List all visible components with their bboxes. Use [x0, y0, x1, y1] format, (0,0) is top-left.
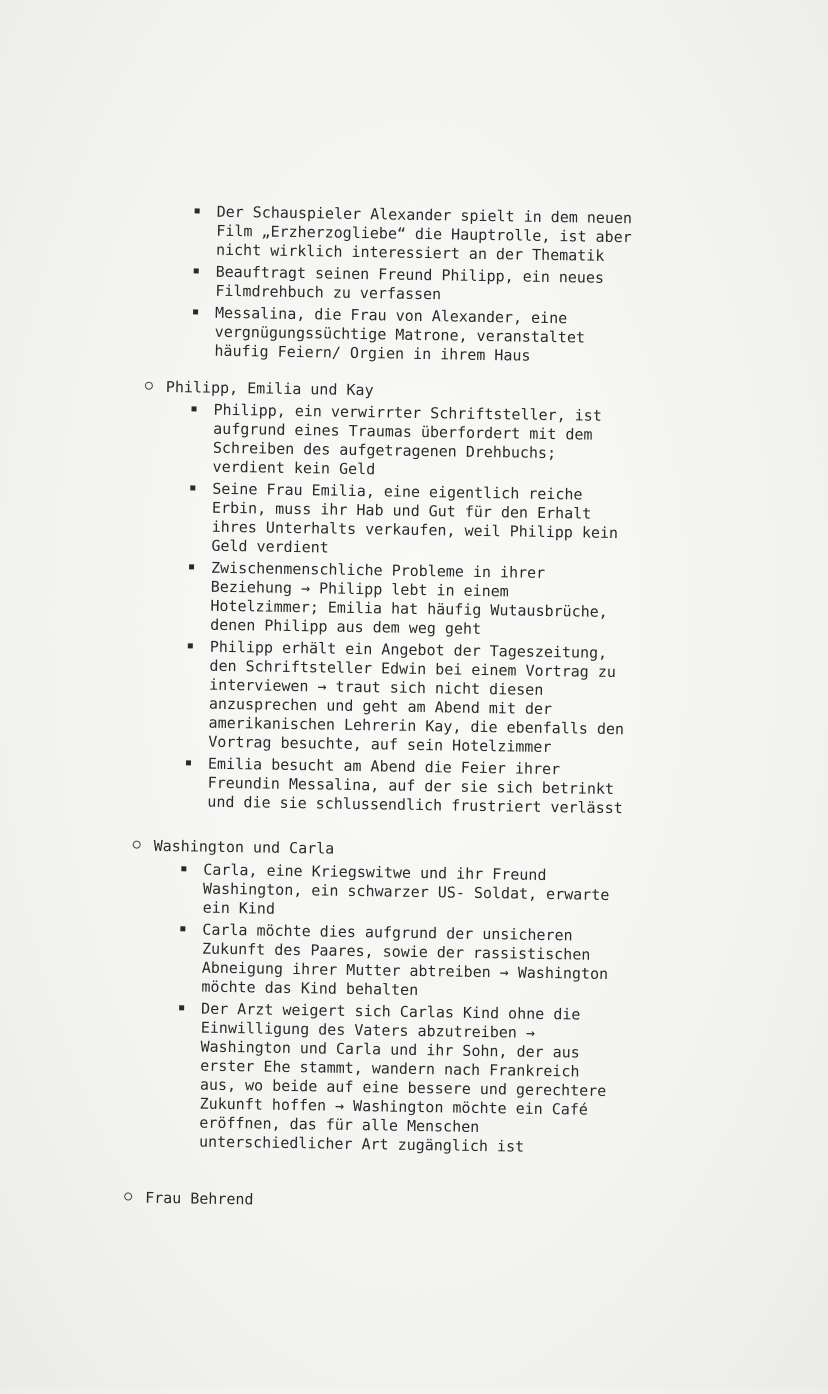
list-item	[192, 202, 632, 266]
square-bullet-icon	[192, 406, 197, 411]
square-bullet-icon	[193, 309, 198, 314]
circle-bullet-icon	[145, 382, 153, 390]
list-item-text: Messalina, die Frau von Alexander, eine vergnügungssüchtige Matrone, veranstaltet häufig Feiern/ Orgien in ihrem Haus	[214, 303, 586, 365]
list-item-text: Philipp erhält ein Angebot der Tageszeitung, den Schriftsteller Edwin bei einem Vortrag zu interviewen → traut sich nicht diesen anzusprechen und geht am Abend mit der amerikanischen Lehrerin Kay, die ebenfalls den Vortrag besuchte, auf sein Hotelzimmer	[208, 637, 625, 757]
list-item	[177, 920, 609, 1003]
square-bullet-icon	[188, 643, 193, 648]
list-item-text: Beauftragt seinen Freund Philipp, ein neues Filmdrehbuch zu verfassen	[215, 262, 605, 304]
circle-bullet-icon	[124, 1192, 132, 1200]
list-item-text: Carla möchte dies aufgrund der unsicheren Zukunft des Paares, sowie der rassistischen Abneigung ihrer Mutter abtreiben → Washington möchte das Kind behalten	[201, 920, 609, 1000]
section-heading-washington	[133, 837, 335, 859]
section-heading-behrend	[124, 1188, 254, 1209]
square-bullet-icon	[186, 760, 191, 765]
list-item	[175, 999, 608, 1158]
list-item-text: Seine Frau Emilia, eine eigentlich reiche Erbin, muss ihr Hab und Gut für den Erhalt ihres Unterhalts verkaufen, weil Philipp kein Geld verdient	[211, 479, 619, 557]
square-bullet-icon	[194, 268, 199, 273]
list-item-text: Zwischenmenschliche Probleme in ihrer Beziehung → Philipp lebt in einem Hotelzimmer; Emilia hat häufig Wutausbrüche, denen Philipp aus dem weg geht	[210, 558, 608, 638]
list-item	[186, 558, 627, 641]
list-item-text: Philipp, ein verwirrter Schriftsteller, ist aufgrund eines Traumas überfordert mit dem Schreiben des aufgetragenen Drehbuchs; verdient kein Geld	[212, 400, 602, 479]
section-title: Washington und Carla	[153, 836, 335, 858]
circle-bullet-icon	[133, 841, 141, 849]
washington-bullet-list	[175, 860, 610, 1161]
list-item	[183, 754, 623, 818]
section-heading-philipp	[145, 378, 374, 401]
list-item-text: Der Arzt weigert sich Carlas Kind ohne die Einwilligung des Vaters abzutreiben → Washington und Carla und ihr Sohn, der aus erster Ehe stammt, wandern nach Frankreich aus, wo beide auf eine bessere und gerechtere Zukunft hoffen → Washington möchte ein Café eröffnen, das für alle Menschen unterschiedlicher Art zugänglich ist	[198, 999, 607, 1156]
list-item	[191, 262, 631, 307]
list-item	[184, 637, 625, 758]
intro-bullet-list	[190, 202, 632, 370]
square-bullet-icon	[180, 926, 185, 931]
square-bullet-icon	[181, 866, 186, 871]
square-bullet-icon	[189, 564, 194, 569]
list-item	[179, 860, 610, 924]
square-bullet-icon	[190, 485, 195, 490]
list-item-text: Emilia besucht am Abend die Feier ihrer Freundin Messalina, auf der sie sich betrinkt und die sie schlussendlich frustriert verlässt	[207, 754, 623, 818]
list-item	[187, 479, 628, 562]
list-item	[190, 303, 630, 367]
section-title: Frau Behrend	[145, 1188, 254, 1209]
list-item-text: Carla, eine Kriegswitwe und ihr Freund Washington, ein schwarzer US- Soldat, erwarte ein Kind	[202, 860, 610, 918]
section-title: Philipp, Emilia und Kay	[165, 377, 374, 400]
list-item-text: Der Schauspieler Alexander spielt in dem neuen Film „Erzherzogliebe“ die Hauptrolle, ist aber nicht wirklich interessiert an der Thematik	[215, 202, 633, 265]
square-bullet-icon	[195, 208, 200, 213]
list-item	[188, 400, 629, 483]
philipp-bullet-list	[183, 400, 629, 821]
square-bullet-icon	[179, 1005, 184, 1010]
